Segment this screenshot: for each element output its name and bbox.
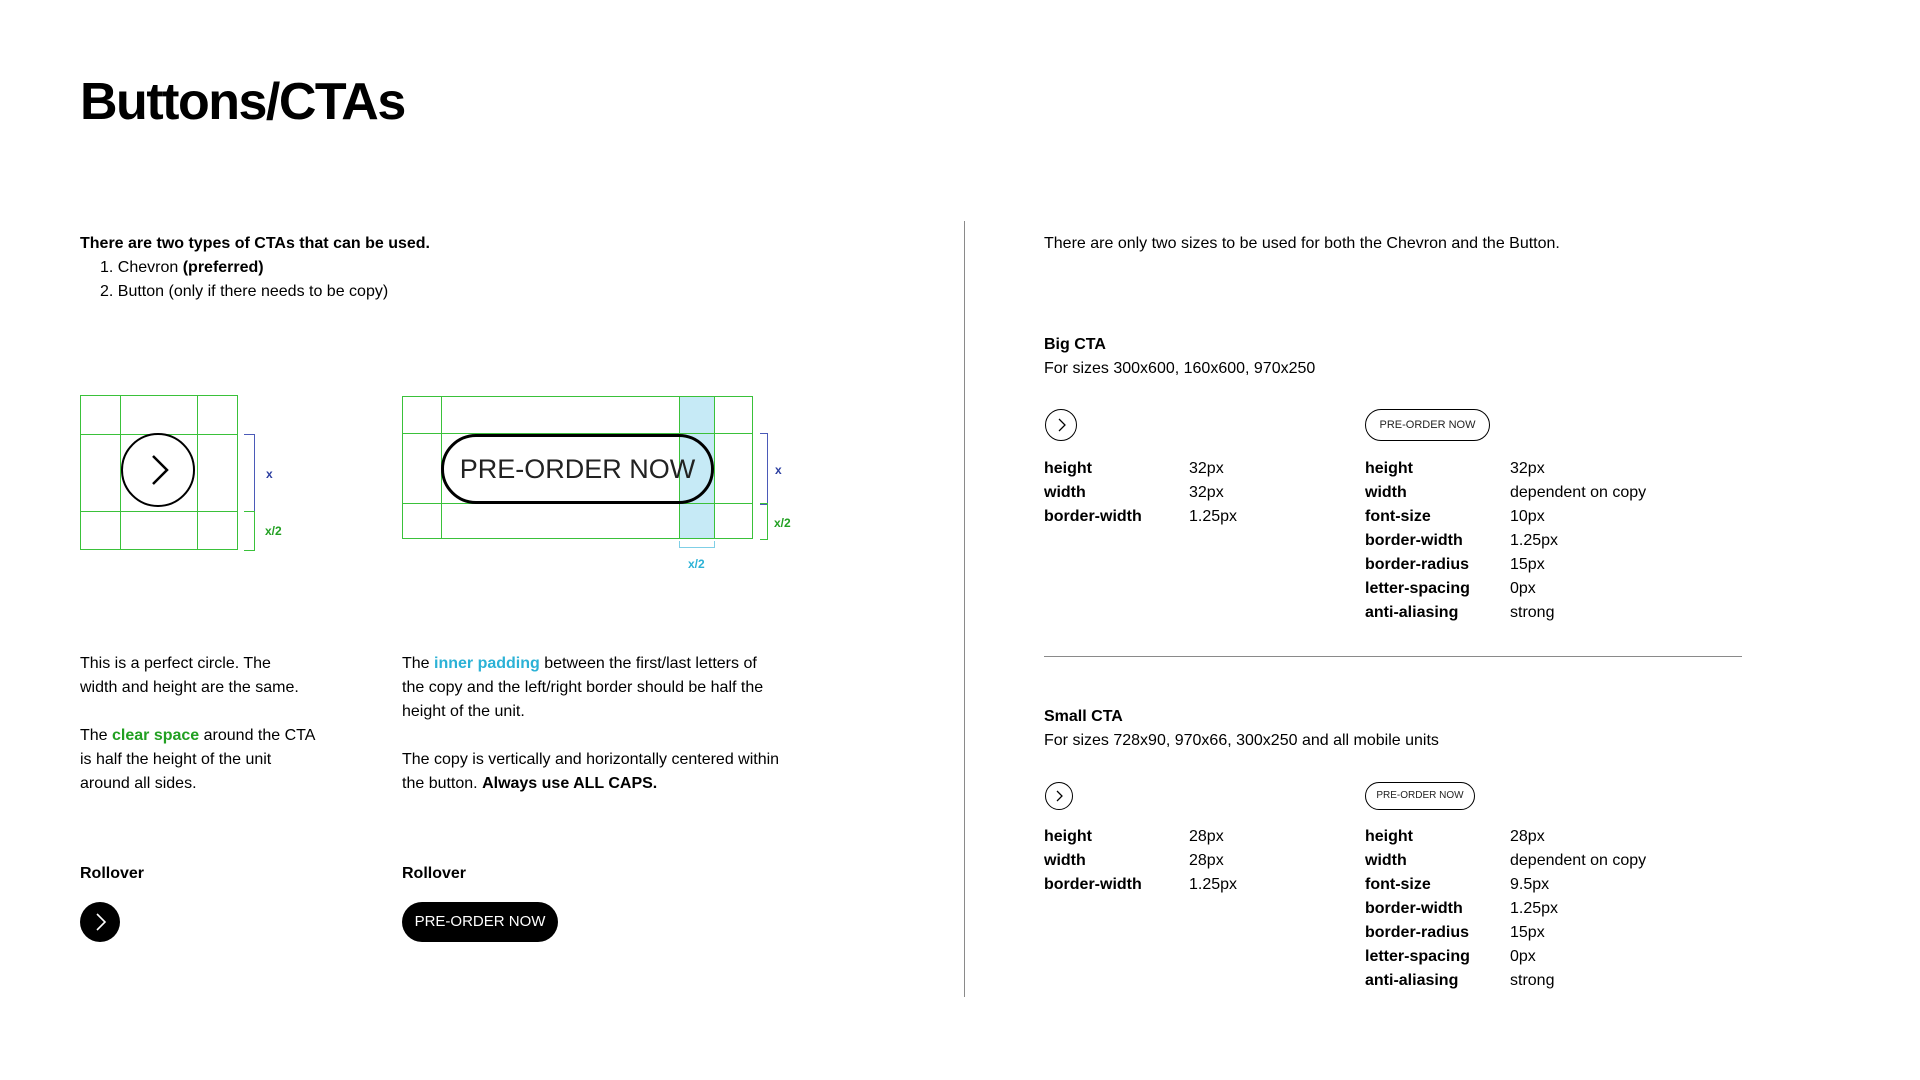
dimension-label-half-x: x/2 xyxy=(774,516,791,530)
clear-space-highlight: clear space xyxy=(112,727,200,744)
spec-row xyxy=(1365,825,1646,849)
chevron-desc-p2-post: around the CTA is half the height of the unit around all sides. xyxy=(80,727,316,792)
button-desc-p1-pre: The xyxy=(402,655,435,672)
spec-key: font-size xyxy=(1365,508,1431,525)
dimension-label-x: x xyxy=(266,467,273,481)
spec-key: height xyxy=(1365,828,1413,845)
chevron-description xyxy=(80,652,340,796)
grid-line xyxy=(80,395,238,396)
spec-row xyxy=(1365,873,1646,897)
rollover-button-label: Rollover xyxy=(402,865,467,882)
spec-row xyxy=(1365,481,1646,505)
spec-value: 32px xyxy=(1510,460,1545,477)
height-dimension-marker xyxy=(244,434,255,512)
big-cta-heading: Big CTA xyxy=(1044,336,1106,353)
chevron-cta-diagram xyxy=(121,433,195,507)
spec-key: border-radius xyxy=(1365,556,1470,573)
spec-key: width xyxy=(1044,852,1086,869)
intro-item-chevron-text: 1. Chevron xyxy=(100,259,183,276)
spec-value: 1.25px xyxy=(1510,532,1559,549)
grid-line xyxy=(752,396,753,539)
spec-value: 1.25px xyxy=(1189,876,1238,893)
spec-row xyxy=(1365,577,1646,601)
dimension-label-x: x xyxy=(775,463,782,477)
section-divider xyxy=(1044,656,1742,657)
clear-space-marker xyxy=(760,503,768,540)
spec-key: height xyxy=(1044,828,1092,845)
spec-row xyxy=(1365,529,1646,553)
spec-key: height xyxy=(1365,460,1413,477)
big-button-cta[interactable]: PRE-ORDER NOW xyxy=(1365,409,1490,441)
button-description xyxy=(402,652,802,796)
spec-row xyxy=(1365,969,1646,993)
spec-value: 1.25px xyxy=(1510,900,1559,917)
spec-value: dependent on copy xyxy=(1510,852,1647,869)
grid-line xyxy=(80,549,238,550)
spec-value: 0px xyxy=(1510,580,1536,597)
small-chevron-specs xyxy=(1044,825,1237,897)
chevron-right-icon xyxy=(80,902,120,942)
spec-key: border-radius xyxy=(1365,924,1470,941)
cta-types-intro xyxy=(80,232,430,304)
small-chevron-cta[interactable] xyxy=(1045,782,1073,810)
chevron-desc-p2-pre: The xyxy=(80,727,113,744)
button-rollover-example[interactable]: PRE-ORDER NOW xyxy=(402,902,558,942)
grid-line xyxy=(402,396,753,397)
all-caps-rule: Always use ALL CAPS. xyxy=(482,775,658,792)
spec-key: anti-aliasing xyxy=(1365,604,1459,621)
chevron-right-icon xyxy=(123,435,192,504)
grid-line xyxy=(197,395,198,550)
grid-line xyxy=(237,395,238,550)
intro-item-chevron-preferred: (preferred) xyxy=(182,259,264,276)
button-desc-p1-post: between the first/last letters of the copy and the left/right border should be half the height of the unit. xyxy=(402,655,764,720)
chevron-right-icon xyxy=(1046,410,1076,440)
spec-value: 10px xyxy=(1510,508,1545,525)
spec-value: 28px xyxy=(1189,828,1224,845)
spec-row xyxy=(1365,897,1646,921)
spec-key: border-width xyxy=(1365,900,1463,917)
grid-line xyxy=(80,511,238,512)
spec-key: border-width xyxy=(1365,532,1463,549)
spec-row xyxy=(1365,945,1646,969)
spec-value: 28px xyxy=(1510,828,1545,845)
spec-value: 9.5px xyxy=(1510,876,1550,893)
intro-item-chevron xyxy=(80,256,430,280)
sizes-intro: There are only two sizes to be used for both the Chevron and the Button. xyxy=(1044,235,1560,252)
button-desc-p2-pre: The copy is vertically and horizontally centered within the button. xyxy=(402,751,780,792)
spec-key: width xyxy=(1365,484,1407,501)
spec-row xyxy=(1044,457,1237,481)
spec-row xyxy=(1044,873,1237,897)
grid-line xyxy=(402,538,753,539)
spec-row xyxy=(1365,921,1646,945)
spec-key: width xyxy=(1365,852,1407,869)
spec-key: letter-spacing xyxy=(1365,948,1470,965)
big-button-specs xyxy=(1365,457,1646,625)
spec-row xyxy=(1365,505,1646,529)
spec-value: 32px xyxy=(1189,484,1224,501)
big-chevron-specs xyxy=(1044,457,1237,529)
spec-key: width xyxy=(1044,484,1086,501)
spec-row xyxy=(1365,457,1646,481)
button-desc-p1 xyxy=(402,652,802,724)
padding-dimension-marker xyxy=(679,541,715,548)
chevron-right-icon xyxy=(1046,783,1072,809)
chevron-rollover-example[interactable] xyxy=(80,902,120,942)
spec-value: 15px xyxy=(1510,924,1545,941)
column-divider xyxy=(964,221,965,997)
spec-key: height xyxy=(1044,460,1092,477)
spec-key: border-width xyxy=(1044,508,1142,525)
small-button-cta[interactable]: PRE-ORDER NOW xyxy=(1365,782,1475,810)
spec-row xyxy=(1044,481,1237,505)
chevron-desc-p2 xyxy=(80,724,340,796)
small-cta-heading: Small CTA xyxy=(1044,708,1123,725)
spec-key: letter-spacing xyxy=(1365,580,1470,597)
spec-key: border-width xyxy=(1044,876,1142,893)
button-cta-diagram: PRE-ORDER NOW xyxy=(441,434,714,504)
button-desc-p2 xyxy=(402,748,802,796)
spec-row xyxy=(1365,601,1646,625)
spec-value: 15px xyxy=(1510,556,1545,573)
intro-heading: There are two types of CTAs that can be used. xyxy=(80,235,430,252)
spec-row xyxy=(1044,825,1237,849)
page-title: Buttons/CTAs xyxy=(80,73,405,131)
dimension-label-half-x: x/2 xyxy=(265,524,282,538)
spec-value: 32px xyxy=(1189,460,1224,477)
clear-space-marker xyxy=(244,511,255,551)
spec-value: strong xyxy=(1510,604,1555,621)
intro-item-button: 2. Button (only if there needs to be copy) xyxy=(100,283,389,300)
spec-row xyxy=(1365,553,1646,577)
big-cta-sizes: For sizes 300x600, 160x600, 970x250 xyxy=(1044,360,1316,377)
grid-line xyxy=(80,395,81,550)
inner-padding-highlight-text: inner padding xyxy=(434,655,540,672)
grid-line xyxy=(402,396,403,539)
spec-key: font-size xyxy=(1365,876,1431,893)
big-cta-header xyxy=(1044,333,1315,381)
dimension-label-half-x: x/2 xyxy=(688,557,705,571)
spec-value: 1.25px xyxy=(1189,508,1238,525)
spec-value: dependent on copy xyxy=(1510,484,1647,501)
rollover-chevron-label: Rollover xyxy=(80,865,145,882)
small-cta-header xyxy=(1044,705,1439,753)
big-chevron-cta[interactable] xyxy=(1045,409,1077,441)
spec-value: 0px xyxy=(1510,948,1536,965)
spec-row xyxy=(1044,505,1237,529)
chevron-desc-p1: This is a perfect circle. The width and height are the same. xyxy=(80,655,299,696)
small-cta-sizes: For sizes 728x90, 970x66, 300x250 and all mobile units xyxy=(1044,732,1439,749)
spec-row xyxy=(1044,849,1237,873)
spec-value: strong xyxy=(1510,972,1555,989)
small-button-specs xyxy=(1365,825,1646,993)
spec-row xyxy=(1365,849,1646,873)
spec-value: 28px xyxy=(1189,852,1224,869)
height-dimension-marker xyxy=(760,433,768,505)
spec-key: anti-aliasing xyxy=(1365,972,1459,989)
grid-line xyxy=(714,396,715,539)
